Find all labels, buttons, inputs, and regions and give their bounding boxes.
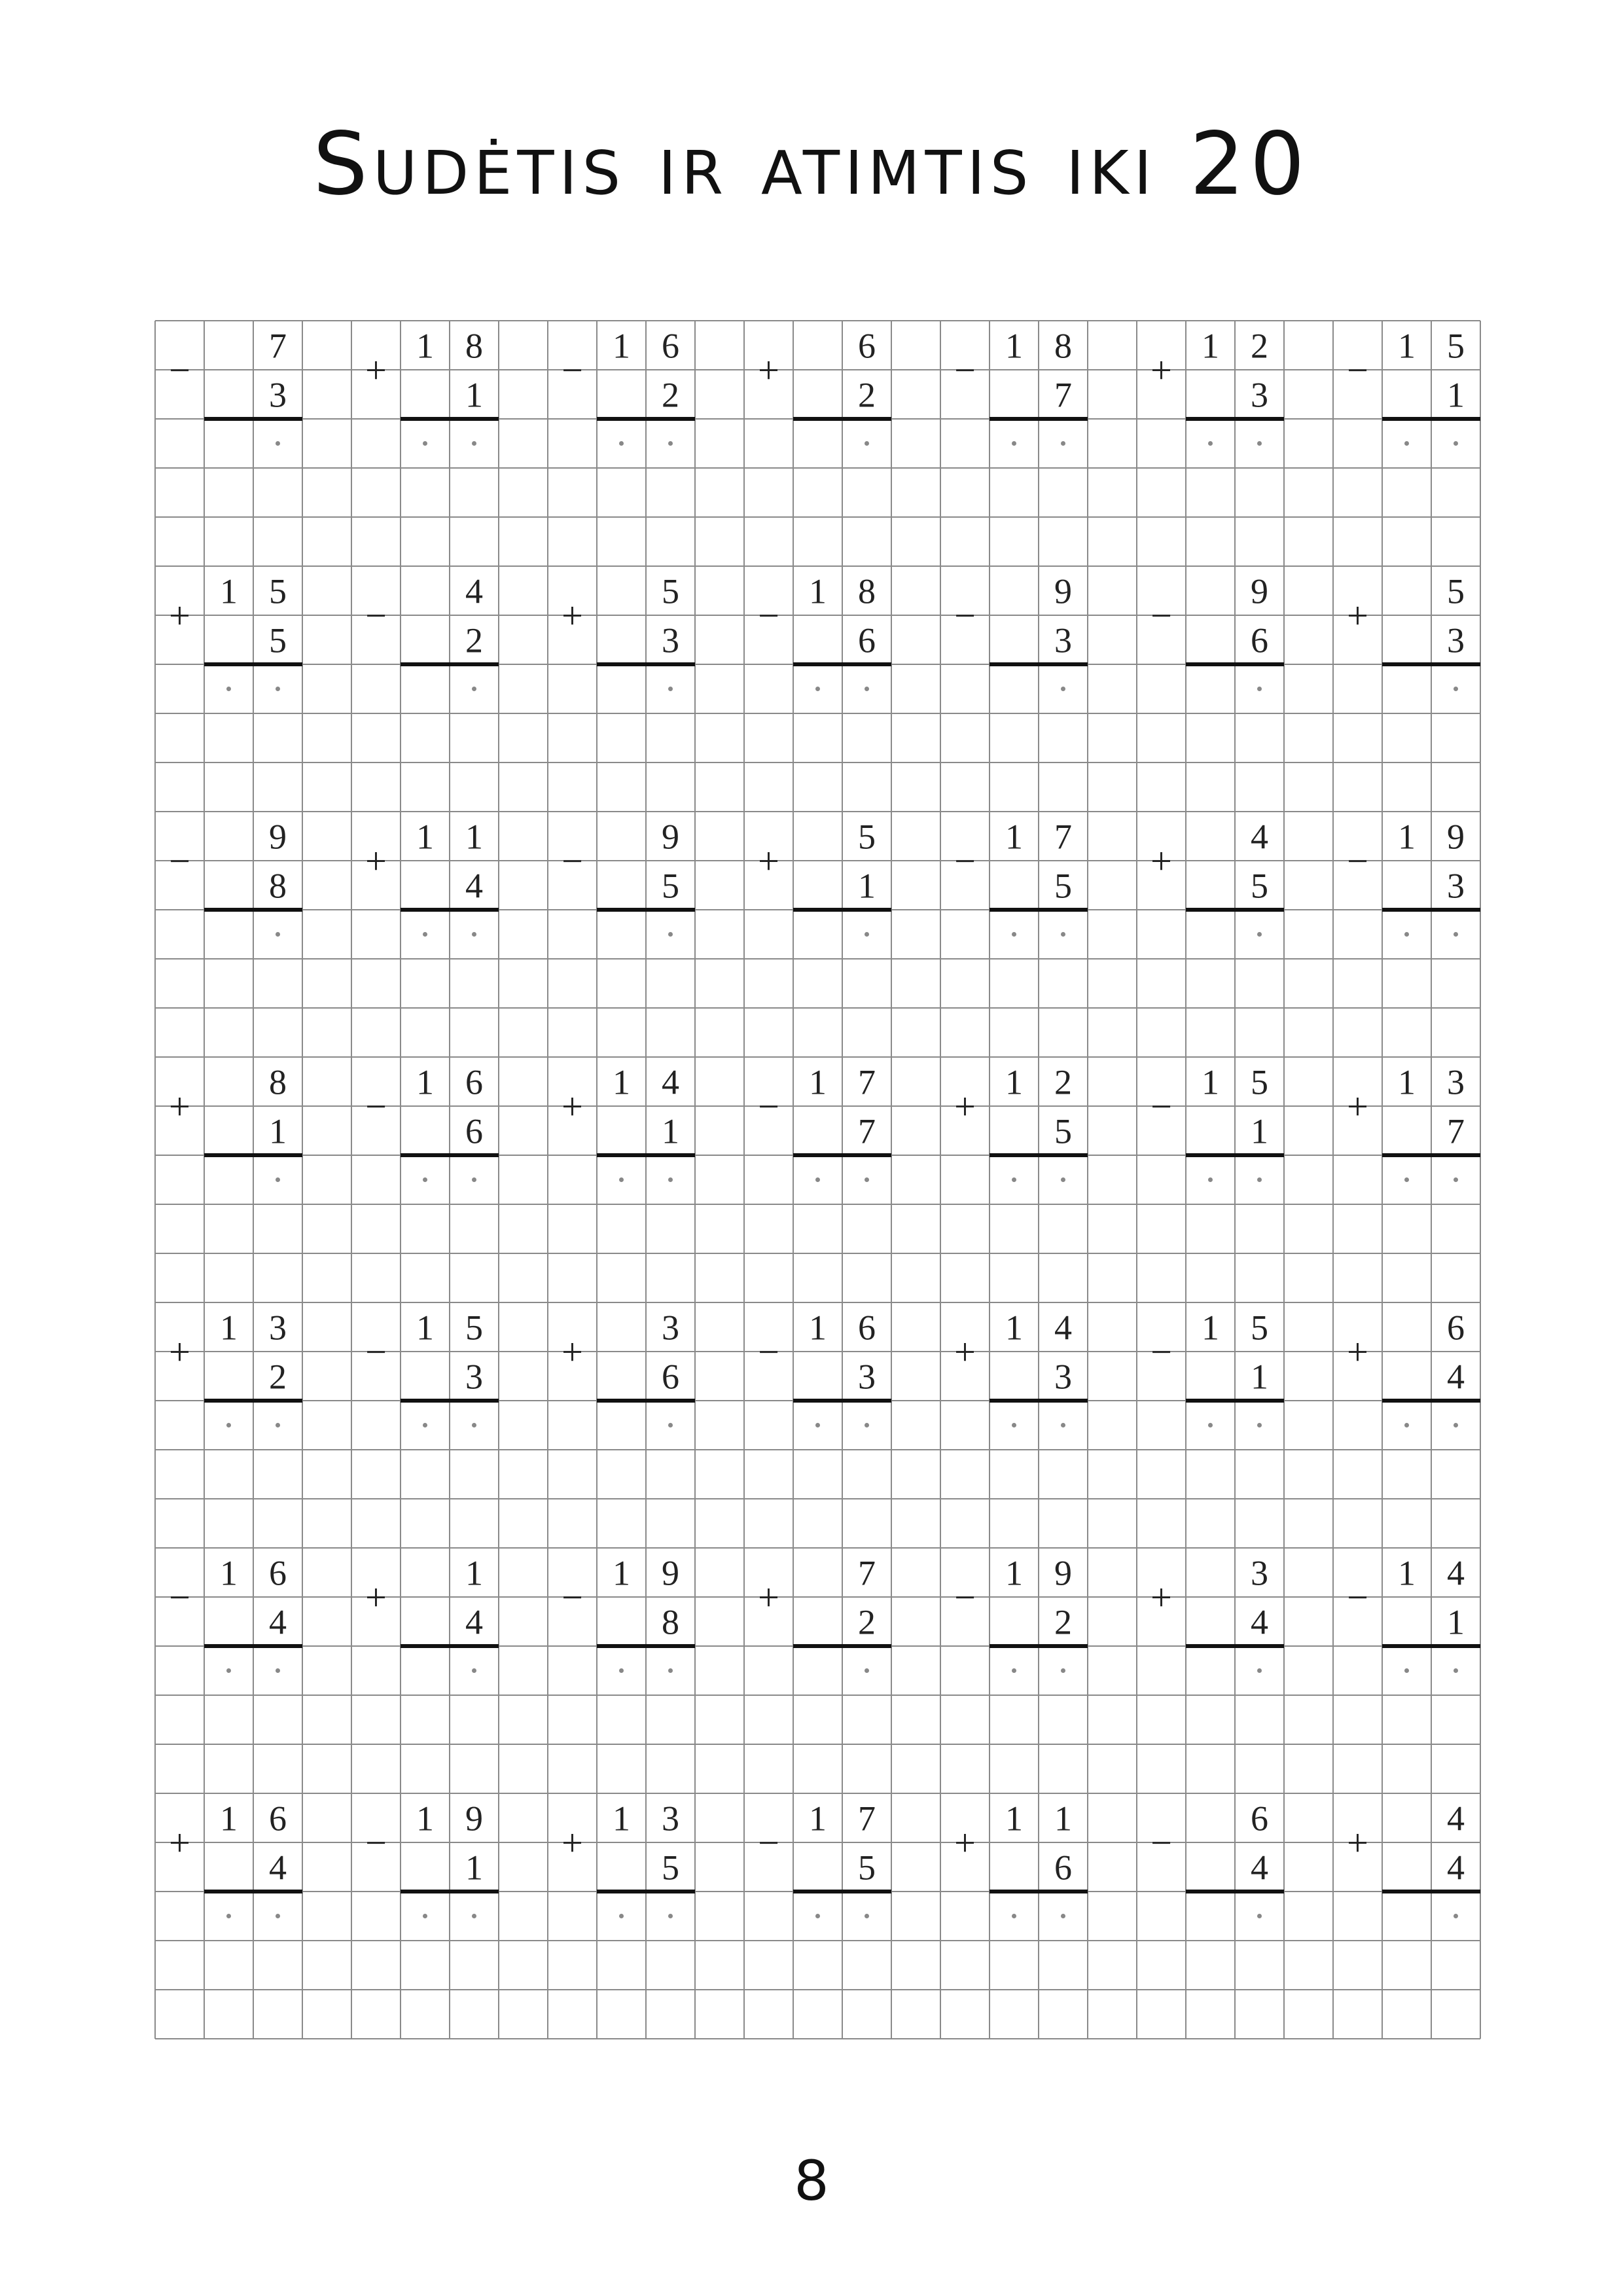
operator-sign: − [365, 594, 387, 637]
bottom-digit: 5 [662, 866, 679, 906]
top-digit: 9 [465, 1799, 483, 1839]
top-digit: 5 [858, 817, 876, 857]
operator-sign: + [954, 1085, 976, 1128]
top-digit: 4 [1447, 1553, 1465, 1593]
top-digit: 4 [1447, 1799, 1465, 1839]
page-number: 8 [794, 2149, 829, 2213]
operator-sign: + [1347, 1331, 1368, 1373]
top-digit: 9 [1054, 1553, 1072, 1593]
bottom-digit: 2 [858, 375, 876, 415]
operator-sign: + [169, 594, 190, 637]
bottom-digit: 7 [1054, 375, 1072, 415]
bottom-digit: 8 [662, 1602, 679, 1642]
bottom-digit: 5 [1054, 1111, 1072, 1151]
answer-dot [619, 1668, 624, 1673]
answer-dot [668, 687, 673, 691]
bottom-digit: 3 [1054, 1357, 1072, 1397]
answer-dot [1454, 441, 1458, 446]
top-digit: 6 [269, 1553, 287, 1593]
answer-dot [472, 932, 476, 937]
answer-dot [668, 441, 673, 446]
operator-sign: + [169, 1821, 190, 1864]
answer-dot [1012, 1177, 1016, 1182]
operator-sign: − [1150, 1331, 1172, 1373]
top-digit: 6 [858, 1308, 876, 1348]
top-digit: 8 [465, 326, 483, 366]
answer-dot [423, 1177, 427, 1182]
answer-dot [226, 1423, 231, 1427]
operator-sign: − [954, 1576, 976, 1619]
operator-sign: + [169, 1331, 190, 1373]
bottom-digit: 8 [269, 866, 287, 906]
answer-dot [1404, 932, 1409, 937]
answer-dot [276, 687, 280, 691]
answer-dot [619, 1914, 624, 1918]
top-digit: 6 [269, 1799, 287, 1839]
bottom-digit: 2 [662, 375, 679, 415]
answer-dot [1454, 687, 1458, 691]
answer-dot [226, 1668, 231, 1673]
answer-dot [1257, 687, 1262, 691]
operator-sign: + [1347, 1821, 1368, 1864]
top-digit: 1 [1398, 326, 1416, 366]
operator-sign: + [1150, 1576, 1172, 1619]
bottom-digit: 5 [858, 1848, 876, 1888]
top-digit: 4 [465, 571, 483, 611]
answer-dot [1257, 1177, 1262, 1182]
top-digit: 2 [1251, 326, 1268, 366]
operator-sign: + [1150, 840, 1172, 882]
top-digit: 8 [858, 571, 876, 611]
top-digit: 1 [416, 1799, 434, 1839]
answer-dot [472, 1668, 476, 1673]
answer-dot [1208, 1177, 1213, 1182]
top-digit: 1 [809, 1799, 827, 1839]
bottom-digit: 3 [662, 620, 679, 660]
top-digit: 1 [809, 1062, 827, 1102]
operator-sign: + [365, 840, 387, 882]
answer-dot [865, 441, 869, 446]
operator-sign: − [1347, 349, 1368, 391]
answer-dot [276, 441, 280, 446]
top-digit: 1 [613, 1799, 630, 1839]
answer-dot [1404, 441, 1409, 446]
answer-dot [865, 1914, 869, 1918]
operator-sign: − [169, 349, 190, 391]
answer-dot [865, 1177, 869, 1182]
answer-dot [1257, 1914, 1262, 1918]
operator-sign: + [365, 349, 387, 391]
top-digit: 4 [1251, 817, 1268, 857]
top-digit: 5 [1447, 326, 1465, 366]
bottom-digit: 6 [858, 620, 876, 660]
operator-sign: − [758, 594, 779, 637]
bottom-digit: 6 [662, 1357, 679, 1397]
answer-dot [1454, 1423, 1458, 1427]
operator-sign: − [562, 1576, 583, 1619]
page-title: Sudėtis ir atimtis iki 20 [313, 114, 1310, 215]
operator-sign: + [758, 1576, 779, 1619]
bottom-digit: 5 [1054, 866, 1072, 906]
operator-sign: − [758, 1085, 779, 1128]
operator-sign: − [758, 1331, 779, 1373]
answer-dot [1012, 441, 1016, 446]
top-digit: 3 [662, 1799, 679, 1839]
top-digit: 6 [1447, 1308, 1465, 1348]
bottom-digit: 1 [1251, 1111, 1268, 1151]
top-digit: 1 [1202, 1062, 1219, 1102]
answer-dot [472, 1914, 476, 1918]
operator-sign: + [1150, 349, 1172, 391]
top-digit: 6 [465, 1062, 483, 1102]
answer-dot [1061, 1423, 1065, 1427]
operator-sign: − [365, 1331, 387, 1373]
bottom-digit: 4 [1251, 1602, 1268, 1642]
answer-dot [1208, 1423, 1213, 1427]
top-digit: 3 [269, 1308, 287, 1348]
operator-sign: − [1347, 840, 1368, 882]
top-digit: 5 [662, 571, 679, 611]
bottom-digit: 2 [465, 620, 483, 660]
operator-sign: − [1150, 1821, 1172, 1864]
answer-dot [865, 1668, 869, 1673]
top-digit: 1 [416, 326, 434, 366]
bottom-digit: 2 [269, 1357, 287, 1397]
answer-dot [276, 1914, 280, 1918]
top-digit: 1 [465, 817, 483, 857]
bottom-digit: 4 [1447, 1357, 1465, 1397]
top-digit: 1 [1202, 326, 1219, 366]
operator-sign: − [562, 840, 583, 882]
top-digit: 1 [613, 326, 630, 366]
operator-sign: − [954, 840, 976, 882]
answer-dot [472, 687, 476, 691]
top-digit: 5 [1251, 1308, 1268, 1348]
top-digit: 9 [662, 817, 679, 857]
answer-dot [815, 1423, 820, 1427]
bottom-digit: 3 [1054, 620, 1072, 660]
bottom-digit: 5 [269, 620, 287, 660]
answer-dot [668, 1177, 673, 1182]
top-digit: 5 [1447, 571, 1465, 611]
answer-dot [472, 1423, 476, 1427]
operator-sign: + [954, 1331, 976, 1373]
answer-dot [423, 441, 427, 446]
top-digit: 1 [809, 571, 827, 611]
bottom-digit: 3 [1251, 375, 1268, 415]
bottom-digit: 7 [1447, 1111, 1465, 1151]
top-digit: 5 [465, 1308, 483, 1348]
top-digit: 3 [1251, 1553, 1268, 1593]
bottom-digit: 3 [858, 1357, 876, 1397]
operator-sign: − [1347, 1576, 1368, 1619]
top-digit: 6 [858, 326, 876, 366]
answer-dot [815, 1177, 820, 1182]
bottom-digit: 4 [1251, 1848, 1268, 1888]
top-digit: 1 [416, 1308, 434, 1348]
answer-dot [1012, 1914, 1016, 1918]
answer-dot [619, 1177, 624, 1182]
top-digit: 7 [1054, 817, 1072, 857]
bottom-digit: 4 [269, 1848, 287, 1888]
bottom-digit: 1 [1251, 1357, 1268, 1397]
operator-sign: − [954, 349, 976, 391]
top-digit: 9 [1054, 571, 1072, 611]
top-digit: 1 [1398, 1062, 1416, 1102]
answer-dot [1061, 687, 1065, 691]
operator-sign: + [758, 349, 779, 391]
top-digit: 9 [1447, 817, 1465, 857]
answer-dot [472, 1177, 476, 1182]
top-digit: 1 [220, 1308, 238, 1348]
answer-dot [1208, 441, 1213, 446]
operator-sign: + [954, 1821, 976, 1864]
top-digit: 1 [465, 1553, 483, 1593]
answer-dot [1454, 932, 1458, 937]
answer-dot [619, 441, 624, 446]
answer-dot [1454, 1668, 1458, 1673]
answer-dot [276, 1177, 280, 1182]
bottom-digit: 1 [269, 1111, 287, 1151]
top-digit: 1 [1202, 1308, 1219, 1348]
answer-dot [226, 687, 231, 691]
top-digit: 2 [1054, 1062, 1072, 1102]
answer-dot [668, 1423, 673, 1427]
operator-sign: + [169, 1085, 190, 1128]
answer-dot [1454, 1177, 1458, 1182]
top-digit: 1 [416, 1062, 434, 1102]
answer-dot [1257, 1668, 1262, 1673]
operator-sign: − [758, 1821, 779, 1864]
top-digit: 1 [1005, 326, 1023, 366]
answer-dot [226, 1914, 231, 1918]
bottom-digit: 3 [1447, 620, 1465, 660]
top-digit: 1 [1054, 1799, 1072, 1839]
top-digit: 1 [1005, 817, 1023, 857]
answer-dot [815, 687, 820, 691]
top-digit: 8 [269, 1062, 287, 1102]
bottom-digit: 3 [465, 1357, 483, 1397]
answer-dot [276, 932, 280, 937]
bottom-digit: 3 [1447, 866, 1465, 906]
top-digit: 8 [1054, 326, 1072, 366]
top-digit: 1 [1398, 1553, 1416, 1593]
answer-dot [1257, 441, 1262, 446]
answer-dot [1061, 1668, 1065, 1673]
operator-sign: − [1150, 594, 1172, 637]
bottom-digit: 5 [662, 1848, 679, 1888]
answer-dot [668, 1914, 673, 1918]
answer-dot [1012, 932, 1016, 937]
bottom-digit: 4 [1447, 1848, 1465, 1888]
bottom-digit: 6 [465, 1111, 483, 1151]
top-digit: 5 [269, 571, 287, 611]
top-digit: 1 [1005, 1062, 1023, 1102]
top-digit: 5 [1251, 1062, 1268, 1102]
answer-dot [668, 932, 673, 937]
bottom-digit: 1 [1447, 1602, 1465, 1642]
operator-sign: − [169, 840, 190, 882]
operator-sign: − [562, 349, 583, 391]
answer-dot [668, 1668, 673, 1673]
top-digit: 4 [1054, 1308, 1072, 1348]
bottom-digit: 2 [858, 1602, 876, 1642]
top-digit: 1 [1005, 1799, 1023, 1839]
top-digit: 7 [858, 1799, 876, 1839]
bottom-digit: 2 [1054, 1602, 1072, 1642]
top-digit: 6 [1251, 1799, 1268, 1839]
top-digit: 7 [858, 1553, 876, 1593]
answer-dot [865, 932, 869, 937]
operator-sign: + [562, 594, 583, 637]
bottom-digit: 6 [1251, 620, 1268, 660]
answer-dot [1404, 1177, 1409, 1182]
answer-dot [1454, 1914, 1458, 1918]
answer-dot [1012, 1668, 1016, 1673]
operator-sign: − [169, 1576, 190, 1619]
top-digit: 1 [1005, 1553, 1023, 1593]
answer-dot [1061, 932, 1065, 937]
operator-sign: + [562, 1085, 583, 1128]
bottom-digit: 3 [269, 375, 287, 415]
answer-dot [1404, 1423, 1409, 1427]
answer-dot [1012, 1423, 1016, 1427]
top-digit: 1 [220, 1553, 238, 1593]
operator-sign: − [1150, 1085, 1172, 1128]
bottom-digit: 4 [465, 866, 483, 906]
bottom-digit: 5 [1251, 866, 1268, 906]
top-digit: 1 [416, 817, 434, 857]
top-digit: 9 [1251, 571, 1268, 611]
answer-dot [865, 687, 869, 691]
operator-sign: + [1347, 1085, 1368, 1128]
answer-dot [1257, 932, 1262, 937]
operator-sign: + [562, 1331, 583, 1373]
answer-dot [423, 932, 427, 937]
top-digit: 9 [269, 817, 287, 857]
top-digit: 1 [613, 1553, 630, 1593]
top-digit: 1 [613, 1062, 630, 1102]
bottom-digit: 1 [465, 1848, 483, 1888]
top-digit: 4 [662, 1062, 679, 1102]
operator-sign: − [365, 1085, 387, 1128]
top-digit: 7 [858, 1062, 876, 1102]
answer-dot [423, 1914, 427, 1918]
top-digit: 3 [1447, 1062, 1465, 1102]
operator-sign: + [365, 1576, 387, 1619]
operator-sign: − [954, 594, 976, 637]
answer-dot [865, 1423, 869, 1427]
answer-dot [1404, 1668, 1409, 1673]
bottom-digit: 6 [1054, 1848, 1072, 1888]
answer-dot [276, 1423, 280, 1427]
bottom-digit: 4 [269, 1602, 287, 1642]
answer-dot [1061, 1914, 1065, 1918]
operator-sign: + [758, 840, 779, 882]
answer-dot [423, 1423, 427, 1427]
answer-dot [815, 1914, 820, 1918]
answer-dot [1061, 441, 1065, 446]
top-digit: 1 [220, 1799, 238, 1839]
top-digit: 1 [220, 571, 238, 611]
operator-sign: + [1347, 594, 1368, 637]
top-digit: 1 [1005, 1308, 1023, 1348]
answer-dot [1061, 1177, 1065, 1182]
bottom-digit: 1 [858, 866, 876, 906]
operator-sign: + [562, 1821, 583, 1864]
answer-dot [1257, 1423, 1262, 1427]
top-digit: 3 [662, 1308, 679, 1348]
bottom-digit: 4 [465, 1602, 483, 1642]
operator-sign: − [365, 1821, 387, 1864]
bottom-digit: 1 [662, 1111, 679, 1151]
answer-dot [472, 441, 476, 446]
top-digit: 7 [269, 326, 287, 366]
top-digit: 1 [1398, 817, 1416, 857]
bottom-digit: 7 [858, 1111, 876, 1151]
top-digit: 1 [809, 1308, 827, 1348]
answer-dot [276, 1668, 280, 1673]
top-digit: 9 [662, 1553, 679, 1593]
bottom-digit: 1 [1447, 375, 1465, 415]
top-digit: 6 [662, 326, 679, 366]
bottom-digit: 1 [465, 375, 483, 415]
